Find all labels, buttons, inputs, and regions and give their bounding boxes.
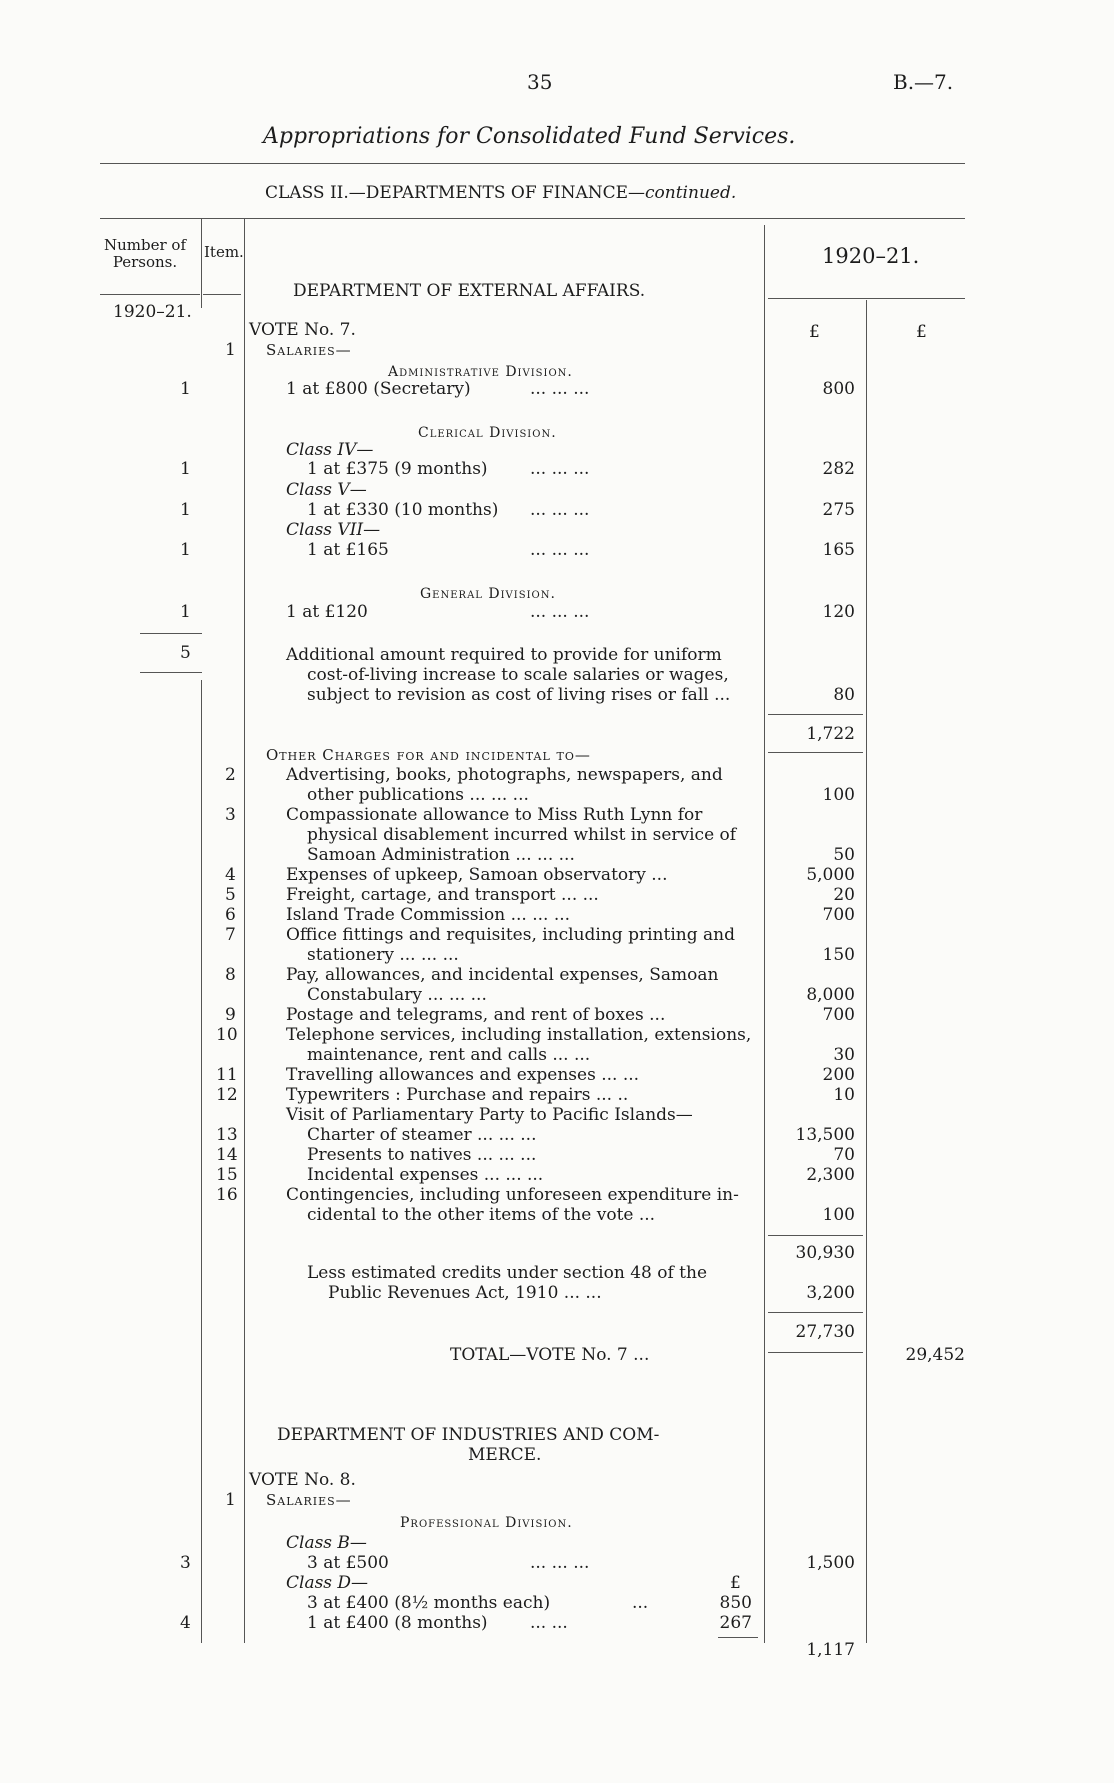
- ext-other-charges: Other Charges for and incidental to—: [266, 746, 591, 764]
- ext-admin-persons: 1: [180, 379, 191, 399]
- charge-9-amount: 700: [822, 1005, 855, 1025]
- charge-11-amount: 200: [822, 1065, 855, 1085]
- visit-item-14: 14: [216, 1145, 238, 1165]
- charge-10-line-2: maintenance, rent and calls ... ...: [307, 1045, 591, 1065]
- charge-7-amount: 150: [822, 945, 855, 965]
- ext-admin-amount: 800: [822, 379, 855, 399]
- rule-persons-item-top: [201, 218, 202, 308]
- visit-heading: Visit of Parliamentary Party to Pacific Islands—: [286, 1105, 693, 1125]
- ext-additional-amount: 80: [833, 685, 855, 705]
- less-credits-line-2: Public Revenues Act, 1910 ... ...: [328, 1283, 602, 1303]
- ext-gen-text: 1 at £120: [286, 602, 368, 622]
- ext-item-1: 1: [225, 340, 236, 360]
- net-total-rule: [768, 1352, 863, 1353]
- ext-net: 27,730: [795, 1322, 855, 1342]
- ext-department-title: DEPARTMENT OF EXTERNAL AFFAIRS.: [293, 281, 646, 301]
- visit-14-amount: 70: [833, 1145, 855, 1165]
- charge-7-line-2: stationery ... ... ...: [307, 945, 459, 965]
- class-title-main: CLASS II.—DEPARTMENTS OF FINANCE—: [265, 183, 646, 203]
- ext-clerical-division: Clerical Division.: [418, 425, 557, 441]
- ext-general-division: General Division.: [420, 586, 556, 602]
- persons-subtotal-rule: [140, 633, 202, 634]
- ind-class-b: Class B—: [286, 1533, 367, 1553]
- less-credits-line-1: Less estimated credits under section 48 of the: [307, 1263, 708, 1283]
- ext-v-text: 1 at £330 (10 months): [307, 500, 499, 520]
- visit-13-amount: 13,500: [795, 1125, 855, 1145]
- visit-item-15: 15: [216, 1165, 238, 1185]
- vote-7-total-label: TOTAL—VOTE No. 7 ...: [450, 1345, 650, 1365]
- charge-6-amount: 700: [822, 905, 855, 925]
- charge-11-line-1: Travelling allowances and expenses ... ...: [286, 1065, 640, 1085]
- persons-header-rule: [100, 294, 200, 295]
- col-item-header: Item.: [204, 243, 244, 261]
- ext-iv-dots: ... ... ...: [530, 459, 590, 479]
- class-title-cont: continued.: [645, 183, 737, 203]
- salaries-subtotal-rule: [768, 714, 863, 715]
- col-persons-header: Number of Persons.: [103, 236, 186, 271]
- ind-d2-amount: 267: [719, 1613, 752, 1633]
- contingencies-line-1: Contingencies, including unforeseen expenditure in-: [286, 1185, 739, 1205]
- ind-department-title-1: DEPARTMENT OF INDUSTRIES AND COM-: [277, 1425, 660, 1445]
- charge-9-line-1: Postage and telegrams, and rent of boxes ...: [286, 1005, 666, 1025]
- charge-item-5: 5: [225, 885, 236, 905]
- ext-v-dots: ... ... ...: [530, 500, 590, 520]
- ext-salaries-total: 1,722: [806, 724, 855, 744]
- ext-v-persons: 1: [180, 500, 191, 520]
- ext-salaries: Salaries—: [266, 341, 352, 359]
- header-rule: [100, 163, 965, 164]
- charge-2-line-1: Advertising, books, photographs, newspapers, and: [286, 765, 723, 785]
- class-title: [265, 183, 736, 203]
- ext-class-vii: Class VII—: [286, 520, 381, 540]
- charge-6-line-1: Island Trade Commission ... ... ...: [286, 905, 571, 925]
- ext-total-persons: 5: [180, 643, 191, 663]
- visit-14-text: Presents to natives ... ... ...: [307, 1145, 537, 1165]
- page-title: Appropriations for Consolidated Fund Services.: [263, 124, 796, 149]
- charge-10-amount: 30: [833, 1045, 855, 1065]
- charge-item-3: 3: [225, 805, 236, 825]
- charge-3-line-1: Compassionate allowance to Miss Ruth Lynn for: [286, 805, 703, 825]
- charge-item-4: 4: [225, 865, 236, 885]
- ind-d1-dots: ...: [632, 1593, 649, 1613]
- charge-4-amount: 5,000: [806, 865, 855, 885]
- ind-d2-text: 1 at £400 (8 months): [307, 1613, 488, 1633]
- charge-8-line-2: Constabulary ... ... ...: [307, 985, 487, 1005]
- charge-10-line-1: Telephone services, including installation, extensions,: [286, 1025, 752, 1045]
- ext-vii-dots: ... ... ...: [530, 540, 590, 560]
- ext-vii-text: 1 at £165: [307, 540, 389, 560]
- ind-class-d: Class D—: [286, 1573, 369, 1593]
- pound-header-2: £: [916, 322, 927, 342]
- ind-professional-division: Professional Division.: [400, 1515, 573, 1531]
- charge-item-6: 6: [225, 905, 236, 925]
- charges-subtotal-rule: [768, 1235, 863, 1236]
- ext-iv-persons: 1: [180, 459, 191, 479]
- ext-subtotal: 30,930: [795, 1243, 855, 1263]
- ext-class-iv: Class IV—: [286, 440, 374, 460]
- ext-additional-2: cost-of-living increase to scale salaries or wages,: [307, 665, 729, 685]
- charge-3-amount: 50: [833, 845, 855, 865]
- visit-13-text: Charter of steamer ... ... ...: [307, 1125, 537, 1145]
- vote-7-total: 29,452: [905, 1345, 965, 1365]
- class-d-subtotal-rule: [718, 1637, 758, 1638]
- visit-item-13: 13: [216, 1125, 238, 1145]
- table-top-rule: [100, 218, 965, 219]
- charge-5-line-1: Freight, cartage, and transport ... ...: [286, 885, 599, 905]
- charge-12-amount: 10: [833, 1085, 855, 1105]
- charge-8-line-1: Pay, allowances, and incidental expenses, Samoan: [286, 965, 719, 985]
- ext-class-v: Class V—: [286, 480, 367, 500]
- rule-desc-amount: [764, 225, 765, 1643]
- ext-admin-division: Administrative Division.: [388, 364, 573, 380]
- ind-d-pound: £: [730, 1573, 741, 1593]
- charge-item-11: 11: [216, 1065, 238, 1085]
- ind-d1-text: 3 at £400 (8½ months each): [307, 1593, 551, 1613]
- ind-d2-persons: 4: [180, 1613, 191, 1633]
- charge-7-line-1: Office fittings and requisites, including printing and: [286, 925, 735, 945]
- ext-iv-text: 1 at £375 (9 months): [307, 459, 488, 479]
- charge-item-7: 7: [225, 925, 236, 945]
- ext-v-amount: 275: [822, 500, 855, 520]
- ind-b-amount: 1,500: [806, 1553, 855, 1573]
- page-number: 35: [527, 70, 553, 94]
- charge-5-amount: 20: [833, 885, 855, 905]
- rule-persons-item-mid: [201, 680, 202, 1643]
- contingencies-item-16: 16: [216, 1185, 238, 1205]
- charge-4-line-1: Expenses of upkeep, Samoan observatory ...: [286, 865, 668, 885]
- contingencies-line-2: cidental to the other items of the vote ...: [307, 1205, 656, 1225]
- ind-d1-amount: 850: [719, 1593, 752, 1613]
- charge-12-line-1: Typewriters : Purchase and repairs ... ..: [286, 1085, 629, 1105]
- ext-admin-text: 1 at £800 (Secretary): [286, 379, 471, 399]
- charge-item-9: 9: [225, 1005, 236, 1025]
- charge-item-10: 10: [216, 1025, 238, 1045]
- ind-salaries: Salaries—: [266, 1491, 352, 1509]
- persons-year: 1920–21.: [113, 302, 192, 322]
- ext-gen-persons: 1: [180, 602, 191, 622]
- charge-2-line-2: other publications ... ... ...: [307, 785, 529, 805]
- ext-vii-persons: 1: [180, 540, 191, 560]
- salaries-total-rule: [768, 752, 863, 753]
- charge-8-amount: 8,000: [806, 985, 855, 1005]
- ext-vii-amount: 165: [822, 540, 855, 560]
- ind-b-persons: 3: [180, 1553, 191, 1573]
- ext-gen-amount: 120: [822, 602, 855, 622]
- ind-b-text: 3 at £500: [307, 1553, 389, 1573]
- rule-item-desc: [244, 218, 245, 1643]
- persons-total-rule: [140, 672, 202, 673]
- item-header-rule: [203, 294, 241, 295]
- ind-vote: VOTE No. 8.: [249, 1470, 356, 1490]
- charge-3-line-3: Samoan Administration ... ... ...: [307, 845, 575, 865]
- visit-15-text: Incidental expenses ... ... ...: [307, 1165, 544, 1185]
- ind-b-dots: ... ... ...: [530, 1553, 590, 1573]
- ind-item-1: 1: [225, 1490, 236, 1510]
- charge-item-12: 12: [216, 1085, 238, 1105]
- pound-header-1: £: [809, 322, 820, 342]
- charge-3-line-2: physical disablement incurred whilst in service of: [307, 825, 737, 845]
- ind-d2-dots: ... ...: [530, 1613, 568, 1633]
- rule-amount-total: [866, 300, 867, 1643]
- ext-admin-dots: ... ... ...: [530, 379, 590, 399]
- charge-item-8: 8: [225, 965, 236, 985]
- year-header-rule: [768, 298, 965, 299]
- contingencies-amount: 100: [822, 1205, 855, 1225]
- ext-additional-1: Additional amount required to provide for uniform: [286, 645, 722, 665]
- charge-2-amount: 100: [822, 785, 855, 805]
- ind-d-total: 1,117: [806, 1640, 855, 1660]
- col-year-header: 1920–21.: [822, 244, 920, 268]
- document-reference: B.—7.: [893, 70, 954, 94]
- ext-gen-dots: ... ... ...: [530, 602, 590, 622]
- ext-iv-amount: 282: [822, 459, 855, 479]
- charge-item-2: 2: [225, 765, 236, 785]
- ext-additional-3: subject to revision as cost of living rises or fall ...: [307, 685, 731, 705]
- ind-department-title-2: MERCE.: [468, 1445, 542, 1465]
- less-credits-amount: 3,200: [806, 1283, 855, 1303]
- net-rule: [768, 1312, 863, 1313]
- ext-vote: VOTE No. 7.: [249, 320, 356, 340]
- visit-15-amount: 2,300: [806, 1165, 855, 1185]
